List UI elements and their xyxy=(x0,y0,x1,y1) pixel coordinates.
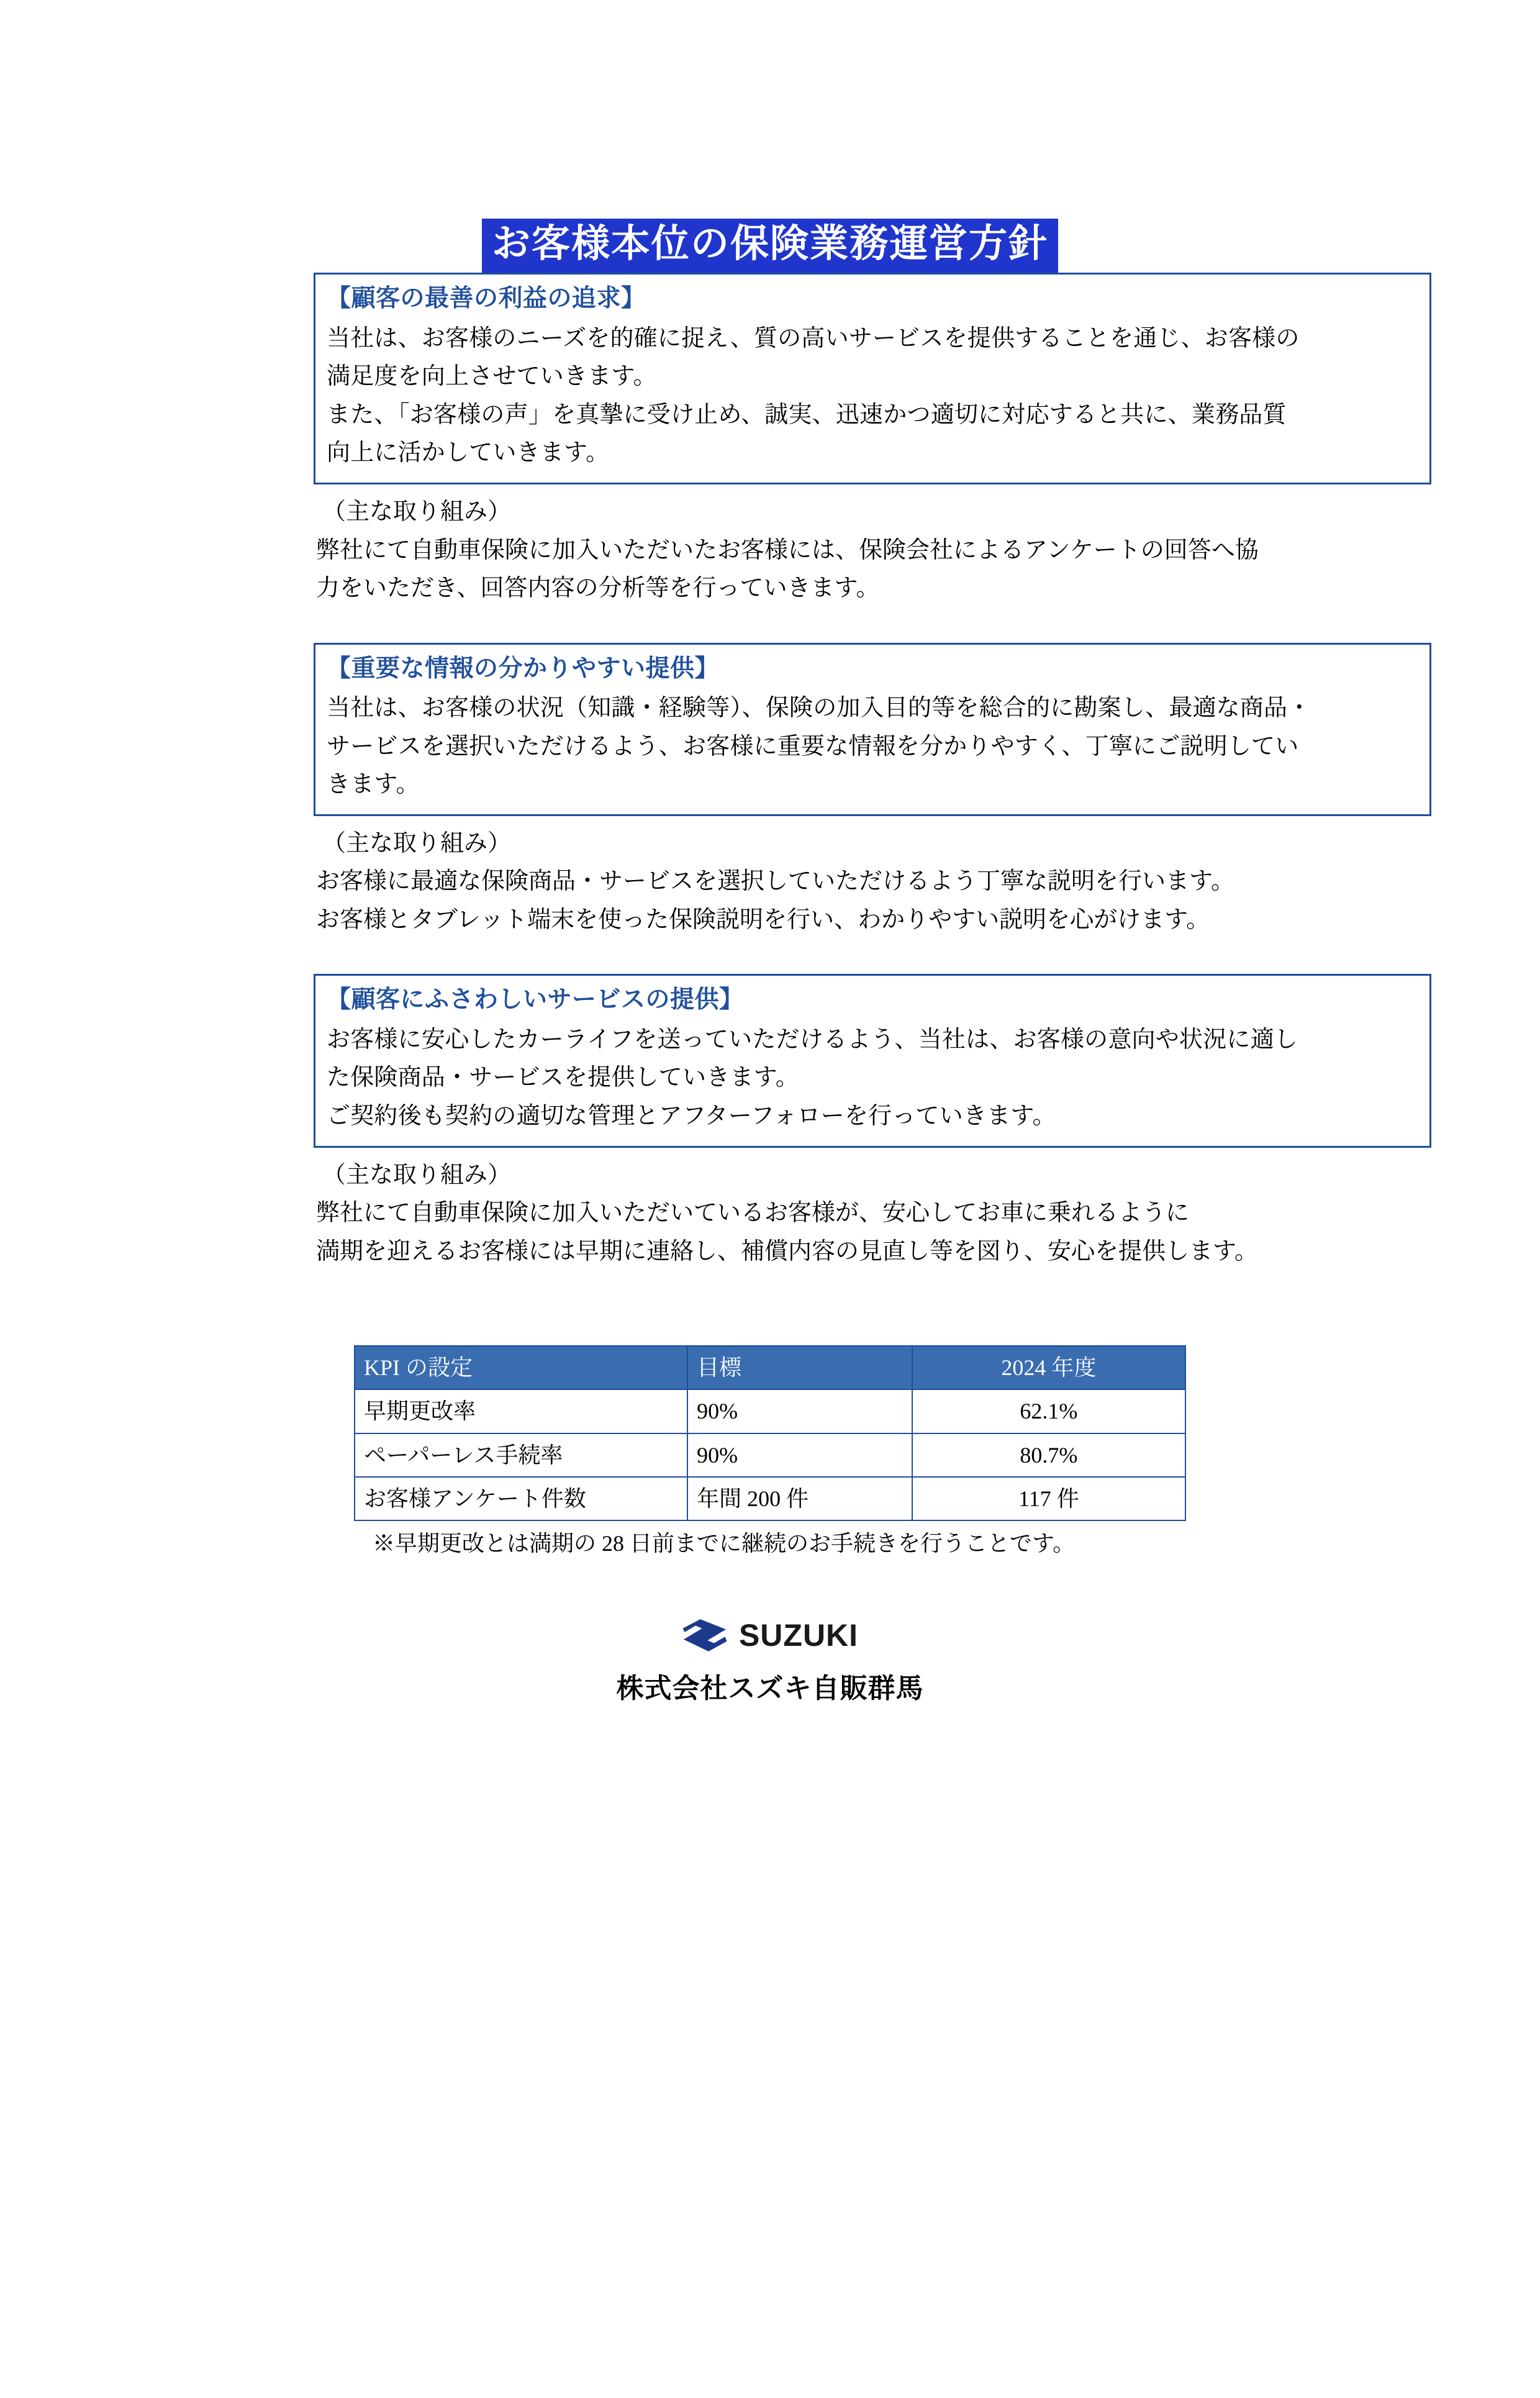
table-row xyxy=(355,1389,1185,1433)
table-cell-target: 90% xyxy=(687,1433,912,1477)
table-cell-metric: お客様アンケート件数 xyxy=(355,1477,687,1520)
section-box xyxy=(314,273,1431,484)
table-header-cell: KPI の設定 xyxy=(355,1346,687,1389)
section-body-line: お客様に安心したカーライフを送っていただけるよう、当社は、お客様の意向や状況に適し xyxy=(327,1026,1298,1053)
section-body-line: きます。 xyxy=(327,771,420,798)
section-body-line: 当社は、お客様のニーズを的確に捉え、質の高いサービスを提供することを通じ、お客様の xyxy=(327,325,1300,352)
section-body-line: た保険商品・サービスを提供していきます。 xyxy=(327,1065,799,1091)
document-content xyxy=(109,273,1431,1271)
section-efforts-line: 弊社にて自動車保険に加入いただいているお客様が、安心してお車に乗れるように xyxy=(316,1200,1190,1227)
section-box xyxy=(314,974,1431,1147)
company-name: 株式会社スズキ自販群馬 xyxy=(616,1673,924,1704)
section-efforts-label: （主な取り組み） xyxy=(322,830,512,856)
section-box xyxy=(314,643,1431,816)
kpi-table xyxy=(354,1345,1186,1521)
section-body-line: 満足度を向上させていきます。 xyxy=(327,363,657,390)
section-body-line: ご契約後も契約の適切な管理とアフターフォローを行っていきます。 xyxy=(327,1103,1056,1129)
suzuki-logo xyxy=(0,1617,1540,1653)
table-cell-result: 117 件 xyxy=(912,1477,1185,1520)
section-body-line: また、「お客様の声」を真摯に受け止め、誠実、迅速かつ適切に対応すると共に、業務品質 xyxy=(327,401,1287,428)
title-container xyxy=(0,219,1540,273)
section-efforts-line: 弊社にて自動車保険に加入いただいたお客様には、保険会社によるアンケートの回答へ協 xyxy=(316,537,1259,563)
kpi-table-container xyxy=(0,1345,1540,1521)
section-body-line: 当社は、お客様の状況（知識・経験等）、保険の加入目的等を総合的に勘案し、最適な商品・ xyxy=(327,695,1311,722)
section-efforts-line: 力をいただき、回答内容の分析等を行っていきます。 xyxy=(316,575,880,602)
section-efforts-label: （主な取り組み） xyxy=(322,1161,512,1188)
section-clear-information xyxy=(314,643,1431,940)
table-row xyxy=(355,1433,1185,1477)
suzuki-s-mark-icon xyxy=(682,1619,728,1651)
table-cell-metric: ペーパーレス手続率 xyxy=(355,1433,687,1477)
section-efforts-line: お客様に最適な保険商品・サービスを選択していただけるよう丁寧な説明を行います。 xyxy=(316,868,1234,895)
section-heading: 【顧客の最善の利益の追求】 xyxy=(327,285,646,312)
page-title: お客様本位の保険業務運営方針 xyxy=(482,219,1058,273)
table-header-cell: 2024 年度 xyxy=(912,1346,1185,1389)
section-efforts-label: （主な取り組み） xyxy=(322,498,512,525)
section-body-line: 向上に活かしていきます。 xyxy=(327,440,610,466)
table-cell-metric: 早期更改率 xyxy=(355,1389,687,1433)
table-header-row xyxy=(355,1346,1185,1389)
kpi-table-note: ※早期更改とは満期の 28 日前までに継続のお手続きを行うことです。 xyxy=(373,1530,1076,1556)
table-cell-result: 80.7% xyxy=(912,1433,1185,1477)
section-customer-best-interest xyxy=(314,273,1431,607)
section-heading: 【顧客にふさわしいサービスの提供】 xyxy=(327,986,744,1014)
table-header-cell: 目標 xyxy=(687,1346,912,1389)
section-body-line: サービスを選択いただけるよう、お客様に重要な情報を分かりやすく、丁寧にご説明してい xyxy=(327,733,1299,760)
table-row xyxy=(355,1477,1185,1520)
section-efforts-line: 満期を迎えるお客様には早期に連絡し、補償内容の見直し等を図り、安心を提供します。 xyxy=(316,1238,1258,1265)
footer xyxy=(0,1617,1540,1705)
document-page xyxy=(0,219,1540,2398)
suzuki-wordmark: SUZUKI xyxy=(738,1617,859,1653)
section-suitable-service xyxy=(314,974,1431,1271)
table-cell-target: 年間 200 件 xyxy=(687,1477,912,1520)
table-cell-target: 90% xyxy=(687,1389,912,1433)
section-heading: 【重要な情報の分かりやすい提供】 xyxy=(327,655,720,682)
section-efforts-line: お客様とタブレット端末を使った保険説明を行い、わかりやすい説明を心がけます。 xyxy=(316,906,1210,933)
table-cell-result: 62.1% xyxy=(912,1389,1185,1433)
